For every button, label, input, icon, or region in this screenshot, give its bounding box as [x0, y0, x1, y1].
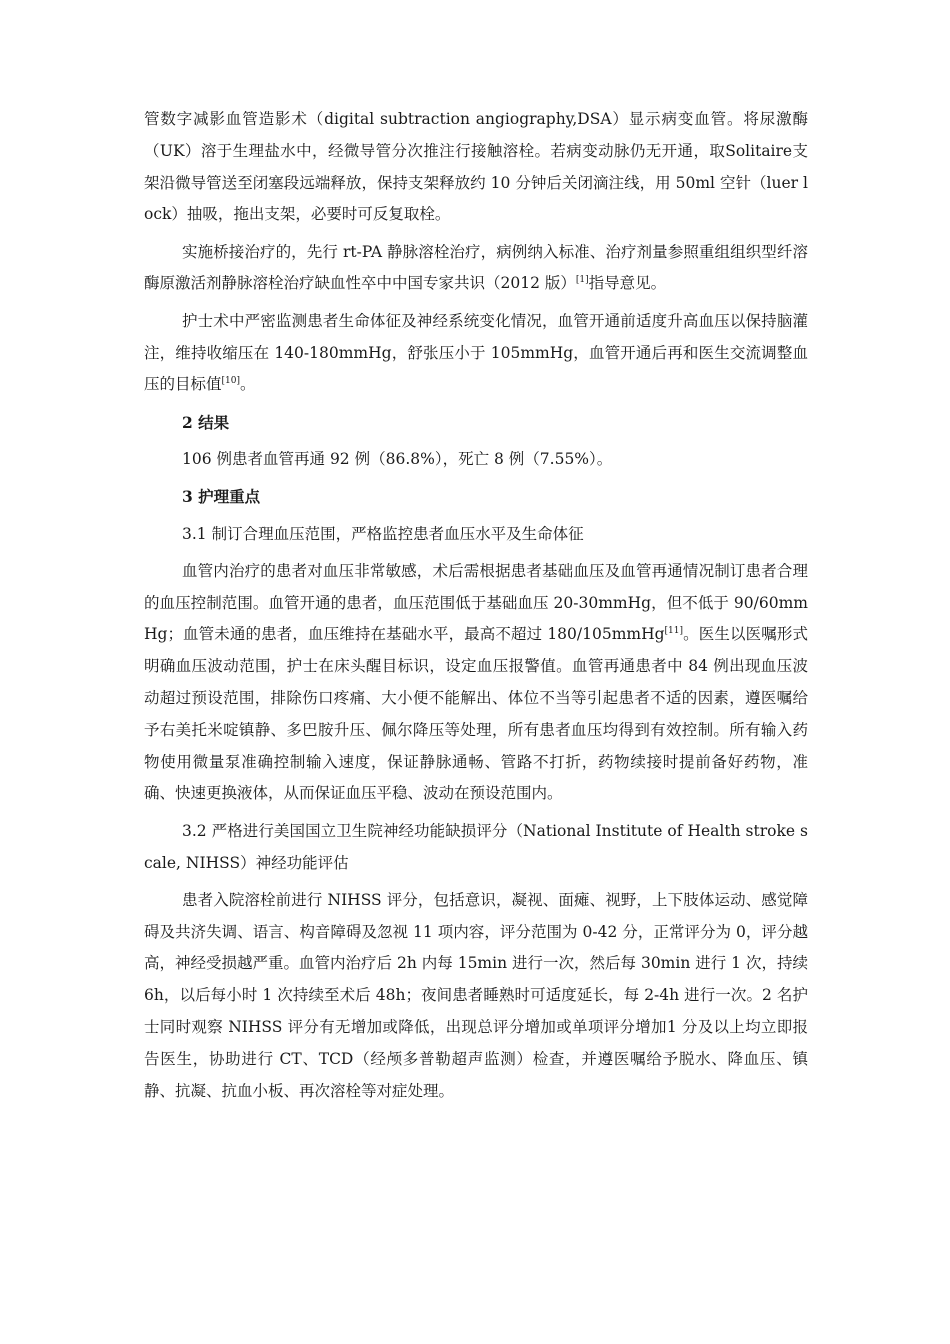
paragraph-text: 实施桥接治疗的，先行 rt-PA 静脉溶栓治疗，病例纳入标准、治疗剂量参照重组组织型纤溶酶原激活剂静脉溶栓治疗缺血性卒中中国专家共识（2012 版） [144, 242, 808, 293]
paragraph-dsa-procedure [144, 104, 808, 231]
section-heading-results: 2 结果 [182, 412, 230, 432]
subsection-title: 3.2 严格进行美国国立卫生院神经功能缺损评分（National Institute of Health stroke scale, NIHSS）神经功能评估 [144, 821, 808, 872]
paragraph-text: 患者入院溶栓前进行 NIHSS 评分，包括意识，凝视、面瘫、视野，上下肢体运动、感觉障碍及共济失调、语言、构音障碍及忽视 11 项内容，评分范围为 0-42 分，正常评分为 0，评分越高，神经受损越严重。血管内治疗后 2h 内每 15min 进行一次，然后每 30min 进行 1 次，持续 6h，以后每小时 1 次持续至术后 48h；夜间患者睡熟时可适度延长，每 2-4h 进行一次。2 名护士同时观察 NIHSS 评分有无增加或降低，出现总评分增加或单项评分增加1 分及以上均立即报告医生，协助进行 CT、TCD（经颅多普勒超声监测）检查，并遵医嘱给予脱水、降血压、镇静、抗凝、抗血小板、再次溶栓等对症处理。 [144, 890, 808, 1100]
citation-ref: [10] [221, 376, 240, 387]
section-heading-nursing: 3 护理重点 [182, 487, 261, 507]
paragraph-tail: 。医生以医嘱形式明确血压波动范围，护士在床头醒目标识，设定血压报警值。血管再通患者中 84 例出现血压波动超过预设范围，排除伤口疼痛、大小便不能解出、体位不当等引起患者不适的因素，遵医嘱给予右美托米啶镇静、多巴胺升压、佩尔降压等处理，所有患者血压均得到有效控制。所有输入药物使用微量泵准确控制输入速度，保证静脉通畅、管路不打折，药物续接时提前备好药物，准确、快速更换液体，从而保证血压平稳、波动在预设范围内。 [144, 625, 808, 803]
paragraph-text: 106 例患者血管再通 92 例（86.8%），死亡 8 例（7.55%）。 [182, 449, 613, 468]
paragraph-intraop-monitoring [144, 306, 808, 401]
paragraph-bridging-therapy [144, 237, 808, 301]
paragraph-tail: 指导意见。 [588, 274, 667, 293]
paragraph-text: 管数字减影血管造影术（digital subtraction angiography,DSA）显示病变血管。将尿激酶（UK）溶于生理盐水中，经微导管分次推注行接触溶栓。若病变动脉仍无开通，取Solitaire支架沿微导管送至闭塞段远端释放，保持支架释放约 10 分钟后关闭滴注线，用 50ml 空针（luer lock）抽吸，拖出支架，必要时可反复取栓。 [144, 110, 808, 224]
document-body [144, 104, 808, 1113]
paragraph-text: 血管内治疗的患者对血压非常敏感，术后需根据患者基础血压及血管再通情况制订患者合理的血压控制范围。血管开通的患者，血压范围低于基础血压 20-30mmHg，但不低于 90/60mmHg；血管未通的患者，血压维持在基础水平，最高不超过 180/105mmHg [144, 561, 808, 644]
paragraph-bp-control [144, 556, 808, 810]
paragraph-results [144, 444, 808, 476]
subsection-heading-bp: 3.1 制订合理血压范围，严格监控患者血压水平及生命体征 [182, 524, 584, 543]
paragraph-nihss-assessment [144, 885, 808, 1108]
paragraph-tail: 。 [240, 375, 256, 394]
citation-ref: [11] [664, 626, 684, 637]
citation-ref: [1] [575, 275, 589, 286]
subsection-heading-nihss [144, 816, 808, 880]
paragraph-text: 护士术中严密监测患者生命体征及神经系统变化情况，血管开通前适度升高血压以保持脑灌注，维持收缩压在 140-180mmHg，舒张压小于 105mmHg，血管开通后再和医生交流调整血压的目标值 [144, 311, 808, 394]
